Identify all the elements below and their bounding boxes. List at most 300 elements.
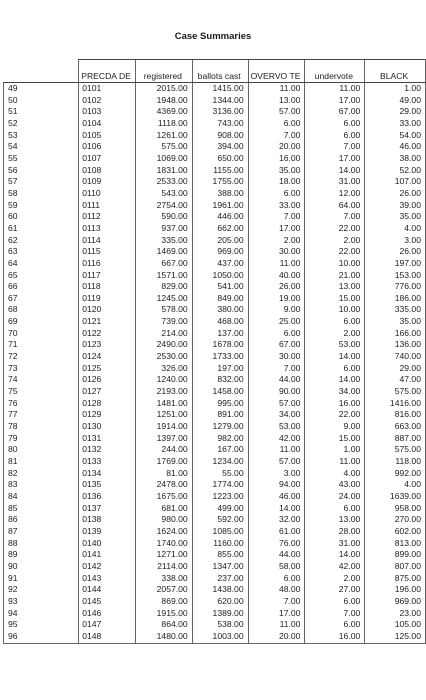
overvote-cell: 6.00 [248,188,305,200]
precdade-cell: 0108 [79,165,136,177]
registered-cell: 1948.00 [135,95,192,107]
row-number: 67 [4,293,79,305]
table-row [4,573,426,585]
black-cell: 197.00 [365,258,426,270]
undervote-cell: 16.00 [305,631,365,643]
table-row [4,130,426,142]
undervote-cell: 10.00 [305,304,365,316]
table-row [4,549,426,561]
precdade-cell: 0145 [79,596,136,608]
black-cell: 875.00 [365,573,426,585]
ballots-cast-cell: 55.00 [192,468,248,480]
black-cell: 1639.00 [365,491,426,503]
ballots-cast-cell: 538.00 [192,619,248,631]
registered-cell: 1251.00 [135,409,192,421]
overvote-cell: 20.00 [248,631,305,643]
undervote-cell: 17.00 [305,153,365,165]
undervote-cell: 11.00 [305,456,365,468]
ballots-cast-cell: 446.00 [192,211,248,223]
table-row [4,561,426,573]
undervote-cell: 6.00 [305,130,365,142]
row-number: 53 [4,130,79,142]
precdade-cell: 0133 [79,456,136,468]
ballots-cast-cell: 197.00 [192,363,248,375]
overvote-cell: 30.00 [248,351,305,363]
precdade-cell: 0127 [79,386,136,398]
table-row [4,95,426,107]
registered-cell: 1675.00 [135,491,192,503]
registered-cell: 2057.00 [135,584,192,596]
overvote-cell: 53.00 [248,421,305,433]
undervote-cell: 6.00 [305,596,365,608]
table-row [4,608,426,620]
precdade-cell: 0144 [79,584,136,596]
black-cell: 35.00 [365,211,426,223]
precdade-cell: 0119 [79,293,136,305]
registered-cell: 543.00 [135,188,192,200]
row-number: 88 [4,538,79,550]
row-number: 64 [4,258,79,270]
registered-cell: 214.00 [135,328,192,340]
undervote-cell: 13.00 [305,514,365,526]
table-row [4,223,426,235]
table-row [4,398,426,410]
overvote-cell: 11.00 [248,444,305,456]
undervote-cell: 22.00 [305,223,365,235]
precdade-cell: 0128 [79,398,136,410]
precdade-cell: 0146 [79,608,136,620]
precdade-cell: 0130 [79,421,136,433]
overvote-cell: 14.00 [248,503,305,515]
ballots-cast-cell: 205.00 [192,235,248,247]
precdade-cell: 0105 [79,130,136,142]
ballots-cast-cell: 1438.00 [192,584,248,596]
row-number: 79 [4,433,79,445]
registered-cell: 244.00 [135,444,192,456]
black-cell: 196.00 [365,584,426,596]
black-cell: 575.00 [365,444,426,456]
table-row [4,176,426,188]
overvote-cell: 76.00 [248,538,305,550]
ballots-cast-cell: 743.00 [192,118,248,130]
table-row [4,211,426,223]
undervote-cell: 13.00 [305,281,365,293]
precdade-cell: 0129 [79,409,136,421]
overvote-cell: 13.00 [248,95,305,107]
ballots-cast-cell: 437.00 [192,258,248,270]
overvote-cell: 48.00 [248,584,305,596]
row-number: 52 [4,118,79,130]
undervote-cell: 27.00 [305,584,365,596]
table-row [4,153,426,165]
black-cell: 166.00 [365,328,426,340]
undervote-cell: 17.00 [305,95,365,107]
table-row [4,304,426,316]
registered-cell: 338.00 [135,573,192,585]
undervote-cell: 14.00 [305,549,365,561]
ballots-cast-cell: 1279.00 [192,421,248,433]
table-row [4,293,426,305]
black-cell: 1.00 [365,83,426,95]
undervote-cell: 6.00 [305,619,365,631]
column-header-ballots-cast: ballots cast [192,60,248,83]
undervote-cell: 7.00 [305,211,365,223]
ballots-cast-cell: 499.00 [192,503,248,515]
row-number: 95 [4,619,79,631]
undervote-cell: 28.00 [305,526,365,538]
overvote-cell: 25.00 [248,316,305,328]
overvote-cell: 18.00 [248,176,305,188]
overvote-cell: 11.00 [248,619,305,631]
table-body [4,83,426,644]
ballots-cast-cell: 849.00 [192,293,248,305]
black-cell: 29.00 [365,106,426,118]
registered-cell: 1240.00 [135,374,192,386]
overvote-cell: 58.00 [248,561,305,573]
table-row [4,188,426,200]
undervote-cell: 15.00 [305,293,365,305]
table-row [4,374,426,386]
black-cell: 118.00 [365,456,426,468]
table-row [4,339,426,351]
precdade-cell: 0123 [79,339,136,351]
precdade-cell: 0118 [79,281,136,293]
overvote-cell: 20.00 [248,141,305,153]
overvote-cell: 57.00 [248,456,305,468]
registered-cell: 81.00 [135,468,192,480]
registered-cell: 1261.00 [135,130,192,142]
ballots-cast-cell: 1458.00 [192,386,248,398]
overvote-cell: 44.00 [248,374,305,386]
registered-cell: 1480.00 [135,631,192,643]
precdade-cell: 0103 [79,106,136,118]
precdade-cell: 0131 [79,433,136,445]
registered-cell: 335.00 [135,235,192,247]
registered-cell: 1481.00 [135,398,192,410]
row-number: 80 [4,444,79,456]
black-cell: 49.00 [365,95,426,107]
undervote-cell: 6.00 [305,503,365,515]
row-number: 65 [4,270,79,282]
undervote-cell: 4.00 [305,468,365,480]
ballots-cast-cell: 855.00 [192,549,248,561]
registered-cell: 1831.00 [135,165,192,177]
row-number: 92 [4,584,79,596]
ballots-cast-cell: 1003.00 [192,631,248,643]
registered-cell: 4369.00 [135,106,192,118]
ballots-cast-cell: 650.00 [192,153,248,165]
row-number: 55 [4,153,79,165]
ballots-cast-cell: 1961.00 [192,200,248,212]
row-number: 85 [4,503,79,515]
table-row [4,316,426,328]
row-number: 74 [4,374,79,386]
registered-cell: 590.00 [135,211,192,223]
ballots-cast-cell: 1415.00 [192,83,248,95]
registered-cell: 1245.00 [135,293,192,305]
overvote-cell: 11.00 [248,258,305,270]
ballots-cast-cell: 1050.00 [192,270,248,282]
column-header-overvote: OVERVO TE [248,60,305,83]
row-number: 61 [4,223,79,235]
table-row [4,409,426,421]
undervote-cell: 14.00 [305,374,365,386]
table-row [4,421,426,433]
registered-cell: 681.00 [135,503,192,515]
row-number: 84 [4,491,79,503]
black-cell: 33.00 [365,118,426,130]
precdade-cell: 0138 [79,514,136,526]
row-number: 60 [4,211,79,223]
ballots-cast-cell: 1774.00 [192,479,248,491]
precdade-cell: 0110 [79,188,136,200]
row-number: 50 [4,95,79,107]
precdade-cell: 0115 [79,246,136,258]
undervote-cell: 42.00 [305,561,365,573]
black-cell: 958.00 [365,503,426,515]
table-row [4,538,426,550]
row-number: 51 [4,106,79,118]
row-number: 68 [4,304,79,316]
row-number: 78 [4,421,79,433]
precdade-cell: 0126 [79,374,136,386]
row-number: 73 [4,363,79,375]
registered-cell: 2533.00 [135,176,192,188]
registered-cell: 667.00 [135,258,192,270]
registered-cell: 2114.00 [135,561,192,573]
precdade-cell: 0117 [79,270,136,282]
black-cell: 807.00 [365,561,426,573]
row-number: 91 [4,573,79,585]
precdade-cell: 0137 [79,503,136,515]
row-number: 59 [4,200,79,212]
black-cell: 107.00 [365,176,426,188]
black-cell: 776.00 [365,281,426,293]
undervote-cell: 2.00 [305,328,365,340]
table-header-row [4,60,426,83]
registered-cell: 2754.00 [135,200,192,212]
registered-cell: 829.00 [135,281,192,293]
column-header-precdade: PRECDA DE [79,60,136,83]
registered-cell: 937.00 [135,223,192,235]
registered-cell: 980.00 [135,514,192,526]
registered-cell: 739.00 [135,316,192,328]
registered-cell: 575.00 [135,141,192,153]
ballots-cast-cell: 982.00 [192,433,248,445]
precdade-cell: 0104 [79,118,136,130]
undervote-cell: 31.00 [305,538,365,550]
ballots-cast-cell: 995.00 [192,398,248,410]
registered-cell: 1069.00 [135,153,192,165]
row-number: 81 [4,456,79,468]
precdade-cell: 0143 [79,573,136,585]
registered-cell: 2015.00 [135,83,192,95]
black-cell: 54.00 [365,130,426,142]
overvote-cell: 11.00 [248,83,305,95]
overvote-cell: 7.00 [248,363,305,375]
overvote-cell: 7.00 [248,130,305,142]
row-number: 66 [4,281,79,293]
registered-cell: 2478.00 [135,479,192,491]
case-summaries-table [3,59,426,644]
table-row [4,141,426,153]
table-row [4,433,426,445]
overvote-cell: 46.00 [248,491,305,503]
precdade-cell: 0141 [79,549,136,561]
black-cell: 125.00 [365,631,426,643]
row-number: 93 [4,596,79,608]
undervote-cell: 14.00 [305,165,365,177]
black-cell: 38.00 [365,153,426,165]
registered-cell: 578.00 [135,304,192,316]
overvote-cell: 7.00 [248,596,305,608]
black-cell: 1416.00 [365,398,426,410]
undervote-cell: 67.00 [305,106,365,118]
row-number: 71 [4,339,79,351]
table-row [4,328,426,340]
row-number: 69 [4,316,79,328]
undervote-cell: 53.00 [305,339,365,351]
precdade-cell: 0114 [79,235,136,247]
ballots-cast-cell: 908.00 [192,130,248,142]
table-row [4,491,426,503]
precdade-cell: 0120 [79,304,136,316]
undervote-cell: 21.00 [305,270,365,282]
row-number: 89 [4,549,79,561]
black-cell: 26.00 [365,246,426,258]
overvote-cell: 9.00 [248,304,305,316]
overvote-cell: 40.00 [248,270,305,282]
table-row [4,258,426,270]
registered-cell: 2490.00 [135,339,192,351]
registered-cell: 2193.00 [135,386,192,398]
black-cell: 3.00 [365,235,426,247]
undervote-cell: 11.00 [305,83,365,95]
registered-cell: 869.00 [135,596,192,608]
overvote-cell: 94.00 [248,479,305,491]
ballots-cast-cell: 1678.00 [192,339,248,351]
table-row [4,246,426,258]
undervote-cell: 64.00 [305,200,365,212]
overvote-cell: 6.00 [248,328,305,340]
overvote-cell: 17.00 [248,223,305,235]
row-number: 62 [4,235,79,247]
table-row [4,584,426,596]
black-cell: 39.00 [365,200,426,212]
overvote-cell: 6.00 [248,573,305,585]
table-row [4,479,426,491]
black-cell: 4.00 [365,479,426,491]
undervote-cell: 43.00 [305,479,365,491]
black-cell: 992.00 [365,468,426,480]
table-row [4,351,426,363]
precdade-cell: 0139 [79,526,136,538]
precdade-cell: 0148 [79,631,136,643]
black-cell: 663.00 [365,421,426,433]
column-header-undervote: undervote [305,60,365,83]
row-number: 57 [4,176,79,188]
precdade-cell: 0106 [79,141,136,153]
black-cell: 813.00 [365,538,426,550]
ballots-cast-cell: 1344.00 [192,95,248,107]
table-row [4,281,426,293]
undervote-cell: 31.00 [305,176,365,188]
row-number: 96 [4,631,79,643]
overvote-cell: 57.00 [248,398,305,410]
precdade-cell: 0147 [79,619,136,631]
registered-cell: 326.00 [135,363,192,375]
table-row [4,83,426,95]
registered-cell: 1118.00 [135,118,192,130]
ballots-cast-cell: 891.00 [192,409,248,421]
overvote-cell: 6.00 [248,118,305,130]
overvote-cell: 32.00 [248,514,305,526]
overvote-cell: 33.00 [248,200,305,212]
undervote-cell: 15.00 [305,433,365,445]
undervote-cell: 22.00 [305,246,365,258]
table-row [4,631,426,643]
black-cell: 105.00 [365,619,426,631]
row-number: 87 [4,526,79,538]
undervote-cell: 6.00 [305,118,365,130]
undervote-cell: 2.00 [305,235,365,247]
black-cell: 46.00 [365,141,426,153]
undervote-cell: 6.00 [305,316,365,328]
ballots-cast-cell: 662.00 [192,223,248,235]
black-cell: 887.00 [365,433,426,445]
black-cell: 35.00 [365,316,426,328]
overvote-cell: 7.00 [248,211,305,223]
ballots-cast-cell: 620.00 [192,596,248,608]
row-number: 77 [4,409,79,421]
black-cell: 136.00 [365,339,426,351]
black-cell: 335.00 [365,304,426,316]
table-row [4,270,426,282]
ballots-cast-cell: 592.00 [192,514,248,526]
precdade-cell: 0125 [79,363,136,375]
table-row [4,118,426,130]
black-cell: 969.00 [365,596,426,608]
undervote-cell: 9.00 [305,421,365,433]
ballots-cast-cell: 1389.00 [192,608,248,620]
registered-cell: 1915.00 [135,608,192,620]
ballots-cast-cell: 832.00 [192,374,248,386]
ballots-cast-cell: 3136.00 [192,106,248,118]
undervote-cell: 22.00 [305,409,365,421]
ballots-cast-cell: 1347.00 [192,561,248,573]
precdade-cell: 0111 [79,200,136,212]
overvote-cell: 90.00 [248,386,305,398]
precdade-cell: 0113 [79,223,136,235]
ballots-cast-cell: 969.00 [192,246,248,258]
undervote-cell: 14.00 [305,351,365,363]
table-row [4,596,426,608]
overvote-cell: 16.00 [248,153,305,165]
overvote-cell: 67.00 [248,339,305,351]
row-number: 54 [4,141,79,153]
row-number: 76 [4,398,79,410]
registered-cell: 1769.00 [135,456,192,468]
overvote-cell: 17.00 [248,608,305,620]
ballots-cast-cell: 1223.00 [192,491,248,503]
black-cell: 740.00 [365,351,426,363]
row-number: 86 [4,514,79,526]
black-cell: 47.00 [365,374,426,386]
table-row [4,363,426,375]
black-cell: 602.00 [365,526,426,538]
precdade-cell: 0140 [79,538,136,550]
row-number: 49 [4,83,79,95]
